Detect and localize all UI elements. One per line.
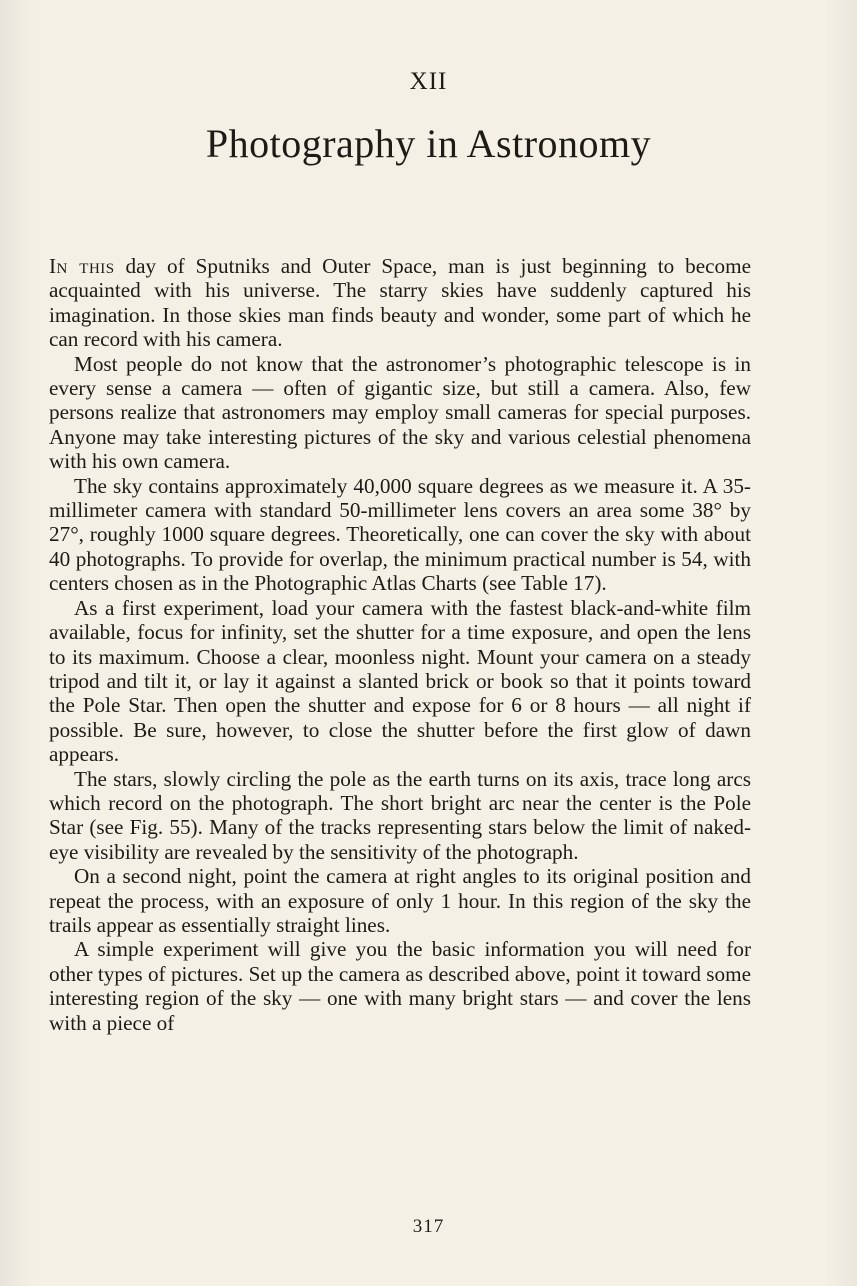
paragraph-7: A simple experiment will give you the basic information you will need for other types of pictures. Set up the camera as described above, point it toward some interesting region of the sky — one with many bright stars — and cover the lens with a piece of	[49, 937, 751, 1035]
paragraph-text: day of Sputniks and Outer Space, man is just beginning to become acquainted with his universe. The starry skies have suddenly captured his imagination. In those skies man finds beauty and wonder, some part of which he can record with his camera.	[49, 254, 751, 352]
paragraph-1	[49, 254, 751, 352]
paragraph-2: Most people do not know that the astronomer’s photographic telescope is in every sense a camera — often of gigantic size, but still a camera. Also, few persons realize that astronomers may employ small cameras for special purposes. Anyone may take interesting pictures of the sky and various celestial phenomena with his own camera.	[49, 351, 751, 474]
paragraph-3: The sky contains approximately 40,000 square degrees as we measure it. A 35-millimeter camera with standard 50-millimeter lens covers an area some 38° by 27°, roughly 1000 square degrees. Theoretically, one can cover the sky with about 40 photographs. To provide for overlap, the minimum practical number is 54, with centers chosen as in the Photographic Atlas Charts (see Table 17).	[49, 473, 751, 596]
paragraph-6: On a second night, point the camera at right angles to its original position and repeat the process, with an exposure of only 1 hour. In this region of the sky the trails appear as essentially straight lines.	[49, 864, 751, 937]
chapter-body	[49, 254, 751, 1035]
paragraph-4: As a first experiment, load your camera with the fastest black-and-white film available, focus for infinity, set the shutter for a time exposure, and open the lens to its maximum. Choose a clear, moonless night. Mount your camera on a steady tripod and tilt it, or lay it against a slanted brick or book so that it points toward the Pole Star. Then open the shutter and expose for 6 or 8 hours — all night if possible. Be sure, however, to close the shutter before the first glow of dawn appears.	[49, 595, 751, 767]
page-number: 317	[412, 1216, 445, 1237]
chapter-number: XII	[409, 68, 448, 95]
paragraph-5: The stars, slowly circling the pole as the earth turns on its axis, trace long arcs which record on the photograph. The short bright arc near the center is the Pole Star (see Fig. 55). Many of the tracks representing stars below the limit of naked-eye visibility are revealed by the sensitivity of the photograph.	[49, 766, 751, 864]
chapter-title: Photography in Astronomy	[205, 121, 652, 166]
opening-small-caps: In this	[49, 254, 115, 278]
